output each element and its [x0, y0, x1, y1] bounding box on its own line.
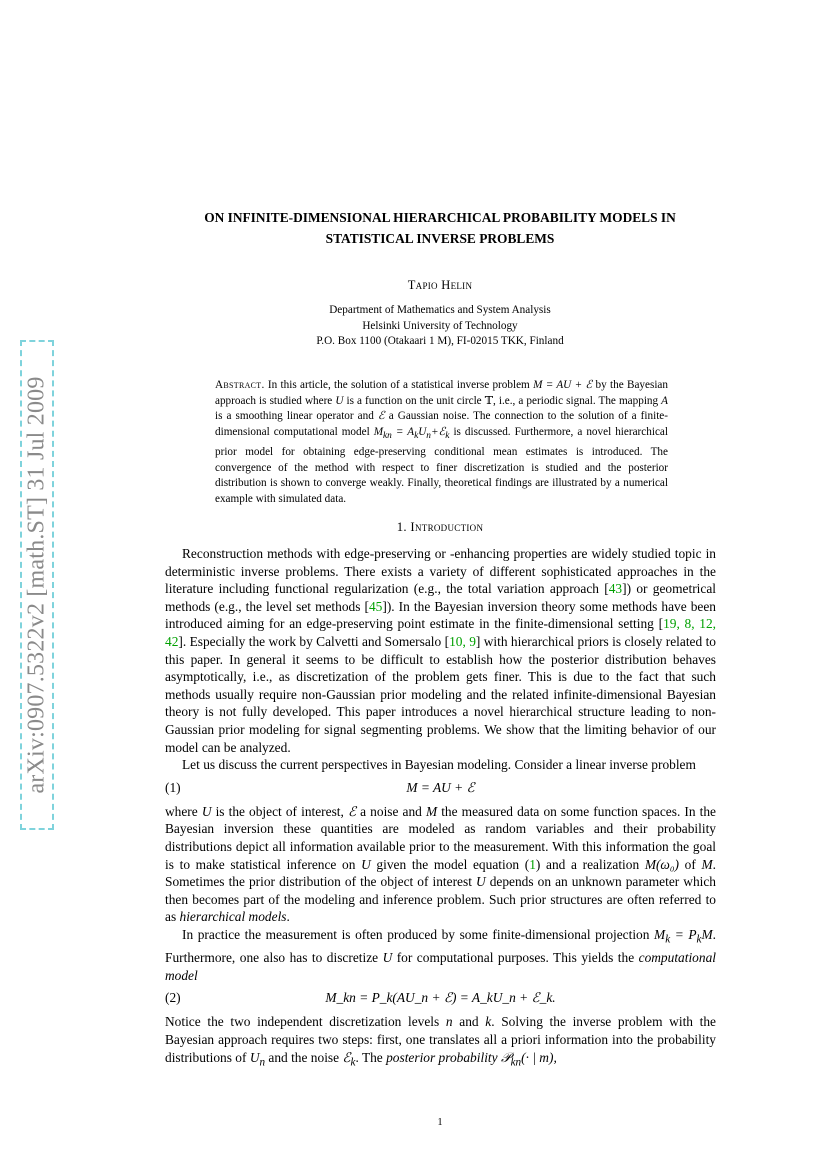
affiliation-line-3: P.O. Box 1100 (Otakaari 1 M), FI-02015 TKK, Finland [316, 335, 564, 347]
author-name: Tapio Helin [407, 278, 473, 292]
math-inline: A [661, 394, 669, 407]
equation-1 [165, 776, 716, 801]
equation-number: (2) [165, 990, 181, 1006]
title-line-2: STATISTICAL INVERSE PROBLEMS [325, 231, 555, 246]
affiliation-line-1: Department of Mathematics and System Analysis [329, 304, 551, 316]
equation-reference-link[interactable]: 1 [529, 856, 536, 872]
page-number: 1 [437, 1117, 443, 1128]
affiliation [0, 303, 828, 350]
citation-link[interactable]: 45 [368, 598, 383, 614]
citation-link[interactable]: 19, 8, 12, 42 [165, 616, 717, 649]
abstract-text: is a function on the unit circle [343, 394, 485, 407]
math-inline: U [335, 394, 344, 407]
abstract-label: Abstract. [215, 379, 265, 391]
abstract [215, 378, 668, 508]
equation-body: M = AU + ℰ [406, 779, 475, 795]
citation-link[interactable]: 43 [608, 581, 623, 597]
abstract-text: by the Bayesian approach is studied where [215, 379, 668, 407]
math-inline: 𝕋 [484, 394, 494, 407]
equation-2 [165, 986, 716, 1011]
abstract-text: a Gaussian noise. The connection to the solution of a finite-dimensional computational model [215, 410, 669, 439]
math-inline: ℰ [377, 410, 385, 423]
section-title: Introduction [410, 520, 484, 534]
paragraph-5: Notice the two independent discretization levels n and k. Solving the inverse problem with the Bayesian approach requires two steps: first, one translates all a priori information into the probability distributions of $U_n$ and the noise ℰ$_k$. The posterior probability 𝒫$_{kn}$(· | m), [165, 1014, 717, 1069]
arxiv-stamp [20, 340, 54, 830]
math-inline: $M_{kn}$ = $A_kU_n+ℰ_k$ [373, 426, 450, 442]
abstract-text: is discussed. Furthermore, a novel hierarchical prior model for obtaining edge-preserving conditional mean estimates is introduced. The convergence of the method with respect to finer discretization is studied and the posterior distribution is shown to converge weakly. Finally, theoretical findings are illustrated by a numerical example with simulated data. [215, 426, 668, 506]
title-line-1: ON INFINITE-DIMENSIONAL HIERARCHICAL PROBABILITY MODELS IN [204, 210, 676, 225]
abstract-text: is a smoothing linear operator and [215, 410, 378, 423]
paragraph-1: Reconstruction methods with edge-preserving or -enhancing properties are widely studied topic in deterministic inverse problems. There exists a variety of different sophisticated approaches in the literature including functional regularization (e.g., the total variation approach [43]) or geometrical methods (e.g., the level set methods [45]). In the Bayesian inversion theory some methods have been introduced aiming for an edge-preserving point estimate in the finite-dimensional setting [19, 8, 12, 42]. Especially the work by Calvetti and Somersalo [10, 9] with hierarchical priors is closely related to this paper. In general it seems to be difficult to establish how the posterior distribution behaves asymptotically, i.e., as discretization of the problem gets finer. This is due to the fact that such methods usually require non-Gaussian prior modeling and the related infinite-dimensional Bayesian theory is not fully developed. This paper introduces a novel hierarchical structure leading to non-Gaussian prior modeling for signal segmenting problems. We show that the limiting behavior of our model can be analyzed. [165, 546, 717, 755]
arxiv-identifier: arXiv:0907.5322v2 [math.ST] 31 Jul 2009 [23, 376, 50, 794]
paragraph-3: where U is the object of interest, ℰ a noise and M the measured data on some function spaces. In the Bayesian inversion these quantities are modeled as random variables and their probability distributions depict all information available prior to the measurement. With this information the goal is to make statistical inference on U given the model equation (1) and a realization M(ω₀) of M. Sometimes the prior distribution of the object of interest U depends on an unknown parameter which then becomes part of the modeling and inference problem. Such prior structures are often referred to as hierarchical models. [165, 803, 717, 925]
emphasis: computational model [165, 950, 716, 983]
abstract-text: In this article, the solution of a statistical inverse problem [264, 379, 534, 391]
section-number: 1. [396, 520, 407, 534]
equation-body: M_kn = P_k(AU_n + ℰ) = A_kU_n + ℰ_k. [325, 990, 556, 1006]
paper-title [120, 207, 760, 249]
body-text [165, 545, 716, 1072]
paragraph-4: In practice the measurement is often produced by some finite-dimensional projection $M_k = P_kM$. Furthermore, one also has to discretize U for computational purposes. This yields the computational model [165, 926, 716, 983]
emphasis: posterior probability [386, 1049, 498, 1065]
math-inline: M = AU + ℰ [533, 379, 593, 391]
section-heading [0, 520, 828, 535]
equation-number: (1) [165, 779, 181, 795]
affiliation-line-2: Helsinki University of Technology [362, 319, 518, 332]
emphasis: hierarchical models [179, 909, 287, 925]
citation-link[interactable]: 10, 9 [449, 633, 476, 649]
abstract-text: , i.e., a periodic signal. The mapping [493, 394, 662, 407]
paragraph-2: Let us discuss the current perspectives in Bayesian modeling. Consider a linear inverse problem [182, 757, 696, 773]
